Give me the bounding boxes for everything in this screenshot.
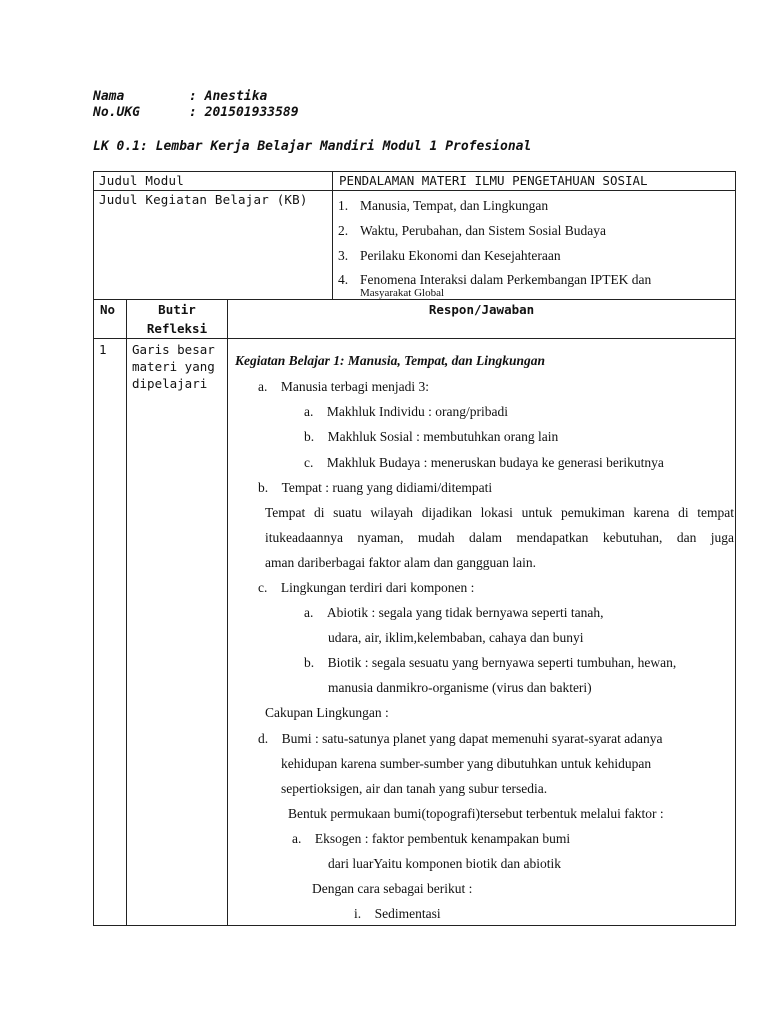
butir-text: Garis besar materi yang dipelajari bbox=[132, 342, 215, 391]
paragraph-line: Cakupan Lingkungan : bbox=[265, 705, 389, 720]
worksheet-title: LK 0.1: Lembar Kerja Belajar Mandiri Modul 1 Profesional bbox=[93, 139, 532, 154]
kb-item: 3. Perilaku Ekonomi dan Kesejahteraan bbox=[338, 248, 561, 263]
judul-modul-value: PENDALAMAN MATERI ILMU PENGETAHUAN SOSIAL bbox=[339, 173, 648, 188]
nama-line bbox=[93, 89, 267, 104]
list-item: b. Makhluk Sosial : membutuhkan orang lain bbox=[304, 429, 559, 444]
list-item-continuation: kehidupan karena sumber-sumber yang dibutuhkan untuk kehidupan bbox=[281, 756, 652, 771]
kb1-heading: Kegiatan Belajar 1: Manusia, Tempat, dan Lingkungan bbox=[235, 353, 546, 368]
row-column-headers bbox=[94, 300, 736, 339]
row-number: 1 bbox=[99, 342, 107, 357]
list-item: b. Tempat : ruang yang didiami/ditempati bbox=[258, 480, 493, 495]
judul-modul-label: Judul Modul bbox=[99, 173, 184, 188]
nama-value: : Anestika bbox=[189, 89, 268, 104]
nama-label: Nama bbox=[93, 89, 125, 104]
list-item-continuation: dari luarYaitu komponen biotik dan abiotik bbox=[328, 856, 561, 871]
list-item: a. Manusia terbagi menjadi 3: bbox=[258, 379, 429, 394]
kb-item: 1. Manusia, Tempat, dan Lingkungan bbox=[338, 198, 549, 213]
list-item: a. Eksogen : faktor pembentuk kenampakan bumi bbox=[292, 831, 571, 846]
response-content bbox=[228, 339, 735, 923]
kb-item: 4. Fenomena Interaksi dalam Perkembangan IPTEK dan Masyarakat Global bbox=[338, 272, 652, 299]
worksheet-table bbox=[93, 171, 736, 926]
judul-kb-label: Judul Kegiatan Belajar (KB) bbox=[99, 192, 308, 207]
row-1 bbox=[94, 339, 736, 926]
list-item-continuation: manusia danmikro-organisme (virus dan bakteri) bbox=[328, 680, 592, 695]
col-respon-header: Respon/Jawaban bbox=[428, 302, 535, 317]
kb-list bbox=[333, 191, 735, 299]
paragraph-line: Tempat di suatu wilayah dijadikan lokasi untuk pemukiman karena di tempat bbox=[265, 505, 734, 520]
list-item-continuation: udara, air, iklim,kelembaban, cahaya dan bunyi bbox=[328, 630, 584, 645]
row-judul-kb bbox=[94, 191, 736, 300]
paragraph-line: Dengan cara sebagai berikut : bbox=[312, 881, 473, 896]
list-item: c. Makhluk Budaya : meneruskan budaya ke generasi berikutnya bbox=[304, 455, 664, 470]
paragraph-line: aman dariberbagai faktor alam dan gangguan lain. bbox=[265, 555, 537, 570]
ukg-label: No.UKG bbox=[93, 105, 140, 120]
list-item-continuation: sepertioksigen, air dan tanah yang subur tersedia. bbox=[281, 781, 548, 796]
list-item: a. Makhluk Individu : orang/pribadi bbox=[304, 404, 508, 419]
list-item: c. Lingkungan terdiri dari komponen : bbox=[258, 580, 475, 595]
kb-item: 2. Waktu, Perubahan, dan Sistem Sosial Budaya bbox=[338, 223, 607, 238]
ukg-line bbox=[93, 105, 299, 120]
list-item: a. Abiotik : segala yang tidak bernyawa seperti tanah, bbox=[304, 605, 604, 620]
list-item: b. Biotik : segala sesuatu yang bernyawa seperti tumbuhan, hewan, bbox=[304, 655, 677, 670]
ukg-value: : 201501933589 bbox=[189, 105, 299, 120]
list-item: i. Sedimentasi bbox=[354, 906, 441, 921]
paragraph-line: Bentuk permukaan bumi(topografi)tersebut terbentuk melalui faktor : bbox=[288, 806, 664, 821]
col-no-header: No bbox=[100, 302, 116, 317]
col-butir-header: Butir Refleksi bbox=[146, 302, 208, 336]
list-item: d. Bumi : satu-satunya planet yang dapat memenuhi syarat-syarat adanya bbox=[258, 731, 663, 746]
row-judul-modul bbox=[94, 172, 736, 191]
paragraph-line: itukeadaannya nyaman, mudah dalam mendapatkan kebutuhan, dan juga bbox=[265, 530, 734, 545]
